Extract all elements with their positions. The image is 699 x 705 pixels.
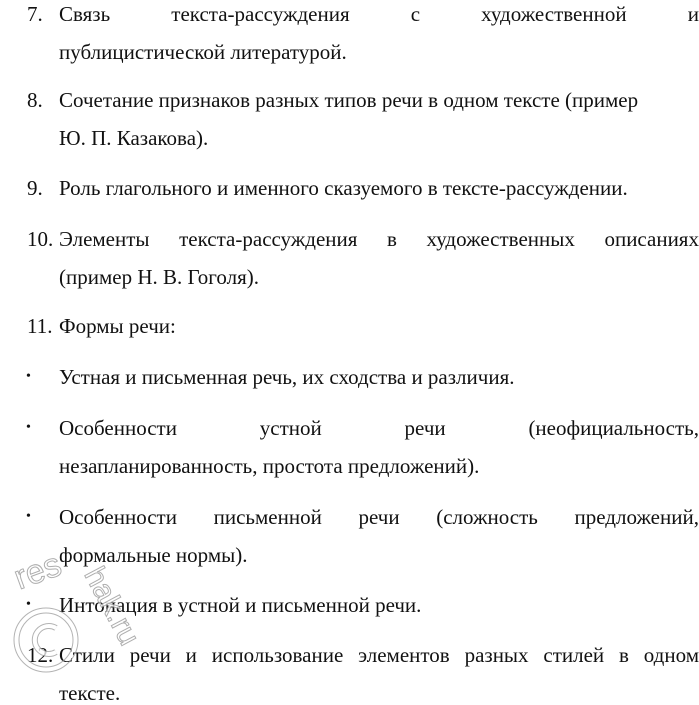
bullet-icon: •	[26, 597, 31, 612]
bullet-icon: •	[26, 369, 31, 384]
item-number: 12.	[27, 643, 54, 667]
list-item-12: 12. Стили речи и использование элементов разных стилей в одном	[27, 643, 699, 667]
svg-text:res: res	[8, 545, 67, 598]
item-number: 10.	[27, 227, 54, 251]
list-item-7	[0, 2, 699, 26]
bullet-icon: •	[26, 420, 31, 435]
item-number: 7.	[27, 2, 43, 26]
item-text-line-1: Связь текста-рассуждения с художественной и	[59, 2, 699, 26]
item-number: 9.	[27, 176, 43, 200]
item-number: 11.	[27, 314, 53, 338]
item-number: 8.	[27, 88, 43, 112]
item-text-line-1: Элементы текста-рассуждения в художественных описаниях	[59, 227, 699, 251]
list-item-10	[0, 227, 699, 251]
bullet-item: • Особенности письменной речи (сложность предложений,	[26, 505, 699, 529]
bullet-icon: •	[26, 509, 31, 524]
bullet-item: • Особенности устной речи (неофициальность,	[26, 416, 699, 440]
svg-text:hak.ru: hak.ru	[77, 561, 146, 651]
